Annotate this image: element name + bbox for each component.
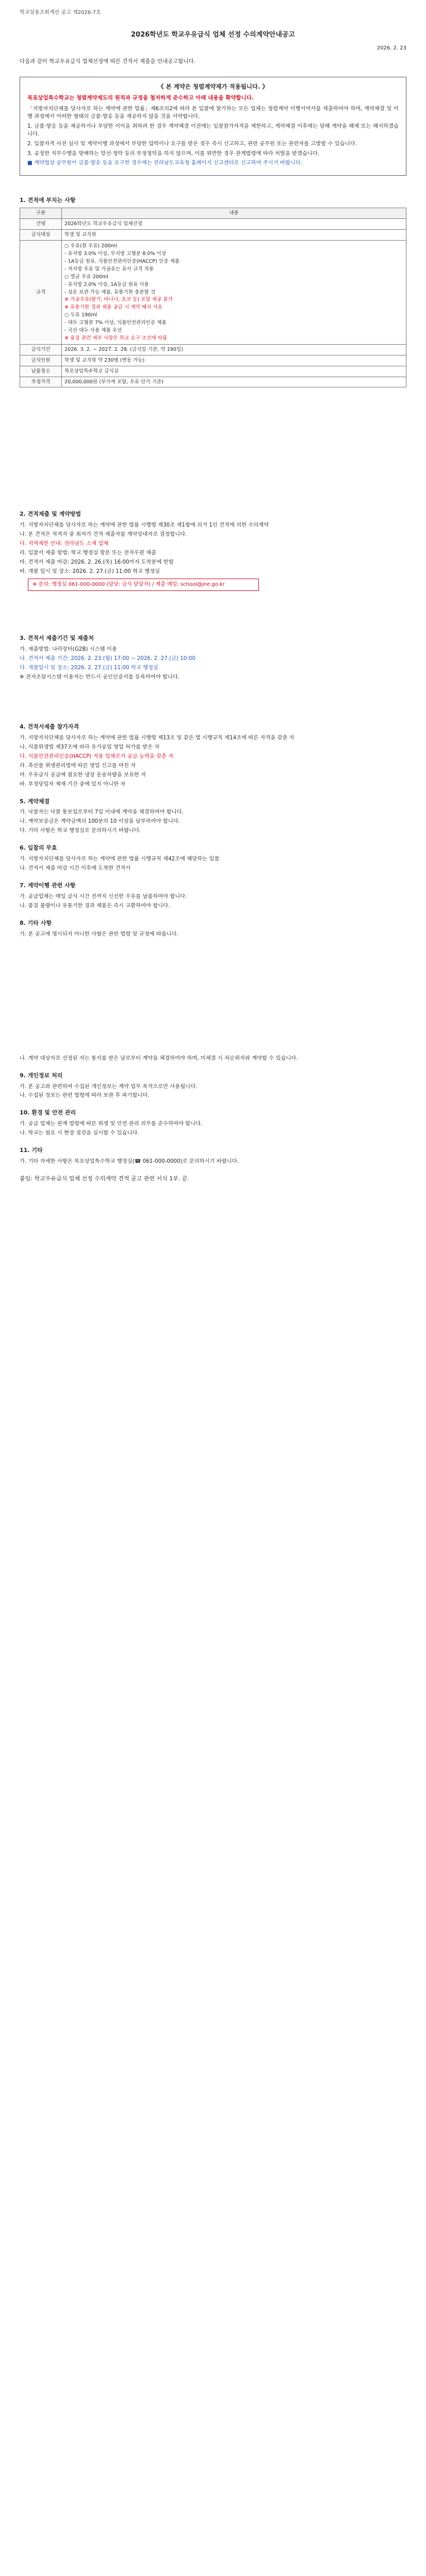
section-6-title: 6. 입찰의 무효 [20, 844, 57, 852]
spec-item: - 유지방 3.0% 이상, 무지방 고형분 8.0% 이상 [64, 250, 167, 257]
spec-list [62, 241, 406, 345]
spec-item: - 상온 보관 가능 제품, 유통기한 충분할 것 [64, 289, 156, 295]
list-item: 나. 견적서 제출 마감 시간 이후에 도착한 견적서 [20, 865, 131, 872]
table-row [20, 355, 406, 366]
table-row [20, 219, 406, 230]
list-item: 가. 공급업체는 매일 급식 시간 전까지 신선한 우유를 납품하여야 합니다. [20, 893, 187, 900]
section-3-title: 3. 견적서 제출기간 및 제출처 [20, 635, 94, 642]
notice-paragraph: 2. 입찰자격 사전 심사 및 계약이행 과정에서 부당한 압력이나 요구를 받은 경우 즉시 신고하고, 관련 공무원 또는 관련자를 고발할 수 있습니다. [27, 140, 357, 147]
row-value: 2026. 3. 2. ~ 2027. 2. 28. (급식일 기준, 약 190일) [62, 344, 406, 355]
list-item: 다. 지역제한 안내: 전라남도 소재 업체 [20, 540, 109, 547]
row-label: 급식대상 [20, 230, 62, 241]
list-item: 가. 지방자치단체를 당사자로 하는 계약에 관한 법률 시행규칙 제42조에 해당하는 입찰 [20, 856, 220, 862]
list-item: 가. 공급 업체는 관계 법령에 따른 위생 및 안전 관리 의무를 준수하여야 합니다. [20, 1121, 203, 1127]
row-value: 2026학년도 학교우유급식 업체선정 [62, 219, 406, 230]
row-value: 학생 및 교직원 [62, 230, 406, 241]
announcement-date: 2026. 2. 23 [376, 45, 406, 52]
table-row [20, 377, 406, 387]
list-item: 가. 본 공고와 관련하여 수집된 개인정보는 계약 업무 목적으로만 사용됩니다. [20, 1083, 198, 1090]
notice-paragraph: 「지방자치단체를 당사자로 하는 계약에 관한 법률」제6조의2에 따라 본 입찰에 참가하는 모든 업체는 청렴계약 이행서약서를 제출하여야 하며, 계약체결 및 이행 과정에서 어떠한 형태의 금품·향응 등을 제공하지 않을 것을 서약합니다. [27, 105, 399, 120]
integrity-notice-box [20, 77, 406, 176]
list-item: 라. 입찰서 제출 방법: 학교 행정실 방문 또는 전자우편 제출 [20, 550, 156, 556]
list-item: 다. 개찰일시 및 장소: 2026. 2. 27.(금) 11:00 학교 행정실 [20, 665, 158, 671]
section-11-title: 11. 기타 [20, 1147, 43, 1154]
section-5-title: 5. 계약체결 [20, 798, 50, 805]
list-item: 나. 견적서 제출 기간: 2026. 2. 23.(월) 17:00 ~ 2026. 2. 27.(금) 10:00 [20, 655, 195, 662]
list-item: 바. 부정당업자 제재 기간 중에 있지 아니한 자 [20, 781, 126, 787]
list-item: 나. 수집된 정보는 관련 법령에 따라 보관 후 파기합니다. [20, 1092, 150, 1099]
list-item: 가. 지방자치단체를 당사자로 하는 계약에 관한 법률 시행령 제13조 및 같은 법 시행규칙 제14조에 따른 자격을 갖춘 자 [20, 735, 294, 741]
notice-paragraph: 3. 공정한 직무수행을 방해하는 알선·청탁 등의 부정청탁을 하지 않으며, 이를 위반한 경우 관계법령에 따라 처벌을 받겠습니다. [27, 150, 320, 157]
notice-pledge: 목포상업특수학교는 청렴계약제도의 원칙과 규정을 철저하게 준수하고 아래 내용을 확약합니다. [27, 94, 254, 101]
list-item: 마. 우유급식 공급에 필요한 냉장 운송차량을 보유한 자 [20, 771, 146, 778]
table-row [20, 344, 406, 355]
spec-item: ※ 유통기한 경과 제품 공급 시 계약 해지 사유 [64, 304, 162, 311]
list-item: 나. 계약보증금은 계약금액의 100분의 10 이상을 납부하여야 합니다. [20, 818, 180, 825]
spec-item: - 대두 고형분 7% 이상, 식품안전관리인증 제품 [64, 320, 167, 326]
section-8-title: 8. 기타 사항 [20, 919, 52, 926]
table-row [20, 366, 406, 377]
notice-paragraph: 1. 금품·향응 등을 제공하거나 부당한 이익을 취하려 한 경우 계약체결 이전에는 입찰참가자격을 제한하고, 계약체결 이후에는 당해 계약을 해제 또는 해지하겠습니다. [27, 123, 399, 137]
spec-item: ※ 품질 관련 세부 사항은 학교 요구 조건에 따름 [64, 335, 168, 341]
table-header-content: 내용 [62, 208, 406, 219]
list-item: 가. 지방자치단체를 당사자로 하는 계약에 관한 법률 시행령 제30조 제1항에 의거 1인 견적에 의한 수의계약 [20, 522, 269, 529]
list-item: 나. 식품위생법 제37조에 따라 유가공업 영업 허가를 받은 자 [20, 743, 160, 750]
row-label: 급식기간 [20, 344, 62, 355]
contact-redbox: ※ 문의: 행정실 061-000-0000 (담당: 급식 담당자) / 제출 메일: school@jne.go.kr [28, 579, 259, 591]
notice-report-link[interactable]: ■ 계약법상 공무원이 금품·향응 등을 요구한 경우에는 전라남도교육청 홈페이지 신고센터로 신고하여 주시기 바랍니다. [27, 160, 302, 166]
bid-items-table [20, 208, 406, 387]
spec-item: ※ 가공우유(딸기, 바나나, 초코 등) 포함 제공 불가 [64, 297, 173, 303]
row-value: 학생 및 교직원 약 230명 (변동 가능) [62, 355, 406, 366]
row-value: 20,000,000원 (부가세 포함, 우유 단가 기준) [62, 377, 406, 387]
page-title: 2026학년도 학교우유급식 업체 선정 수의계약안내공고 [130, 30, 295, 39]
list-item: 가. 기타 자세한 사항은 목포상업특수학교 행정실(☎ 061-000-0000)로 문의하시기 바랍니다. [20, 1158, 239, 1165]
list-item: 가. 제출방법: 나라장터(G2B) 시스템 이용 [20, 646, 117, 653]
section-9-title: 9. 개인정보 처리 [20, 1072, 63, 1079]
announcement-ref: 학교상용조회계산 공고 제2026-7호 [20, 10, 101, 15]
list-item: 바. 개찰 일시 및 장소: 2026. 2. 27.(금) 11:00 학교 행정실 [20, 568, 160, 575]
spec-item: - 저지방 우유 및 가공유는 유사 규격 적용 [64, 266, 154, 272]
row-value: 목포상업특수학교 급식실 [62, 366, 406, 377]
notice-heading: 《 본 계약은 청렴계약제가 적용됩니다. 》 [157, 83, 269, 91]
list-item: ※ 전자조달시스템 이용자는 반드시 공인인증서를 등록하여야 합니다. [20, 674, 180, 681]
list-item: 나. 품질 불량이나 유통기한 경과 제품은 즉시 교환하여야 합니다. [20, 902, 170, 909]
section-1-title: 1. 견적에 부치는 사항 [20, 197, 76, 204]
row-label: 추정가격 [20, 377, 62, 387]
section-7-title: 7. 계약이행 관련 사항 [20, 882, 76, 889]
intro-text: 다음과 같이 학교우유급식 업체선정에 따른 견적서 제출을 안내공고합니다. [20, 58, 196, 64]
spec-item: - 유지방 2.0% 이상, 1A등급 원유 사용 [64, 281, 149, 287]
row-label: 규격 [20, 241, 62, 345]
section-2-title: 2. 견적제출 및 계약방법 [20, 511, 81, 518]
spec-item: ○ 두유 190ml [64, 312, 97, 318]
row-label: 납품장소 [20, 366, 62, 377]
table-row [20, 230, 406, 241]
spec-item: ○ 멸균 우유 200ml [64, 274, 108, 280]
list-item: 다. 기타 사항은 학교 행정실로 문의하시기 바랍니다. [20, 827, 141, 834]
spec-item: - 1A등급 원유, 식품안전관리인증(HACCP) 인증 제품 [64, 258, 179, 264]
list-item: 가. 본 공고에 명시되지 아니한 사항은 관련 법령 및 규정에 따릅니다. [20, 930, 178, 937]
table-row [20, 241, 406, 345]
list-item: 마. 견적서 제출 마감: 2026. 2. 26.(목) 16:00까지 도착분에 한함 [20, 559, 174, 566]
spec-item: ○ 우유(흰 우유) 200ml [64, 243, 117, 249]
list-item: 나. 학교는 필요 시 현장 점검을 실시할 수 있습니다. [20, 1130, 139, 1137]
table-header-item: 구분 [20, 208, 62, 219]
section-4-title: 4. 견적서제출 참가자격 [20, 723, 79, 731]
section-10-title: 10. 환경 및 안전 관리 [20, 1109, 76, 1116]
list-item: 나. 계약 대상자로 선정된 자는 통지를 받은 날로부터 계약을 체결하여야 하며, 미체결 시 차순위자와 계약할 수 있습니다. [20, 1055, 298, 1061]
attachment-footer: 붙임: 학교우유급식 업체 선정 수의계약 견적 공고 관련 서식 1부. 끝. [20, 1175, 189, 1182]
section-2-list [20, 521, 406, 575]
list-item: 가. 낙찰자는 낙찰 통보일로부터 7일 이내에 계약을 체결하여야 합니다. [20, 809, 184, 816]
spec-item: - 국산 대두 사용 제품 우선 [64, 328, 122, 334]
row-label: 건명 [20, 219, 62, 230]
list-item: 다. 식품안전관리인증(HACCP) 적용 업체로서 공급 능력을 갖춘 자 [20, 753, 174, 759]
row-label: 급식인원 [20, 355, 62, 366]
list-item: 나. 본 견적은 적격자 중 최저가 견적 제출자를 계약상대자로 결정합니다. [20, 531, 187, 538]
list-item: 라. 축산물 위생관리법에 따른 영업 신고를 마친 자 [20, 762, 136, 769]
